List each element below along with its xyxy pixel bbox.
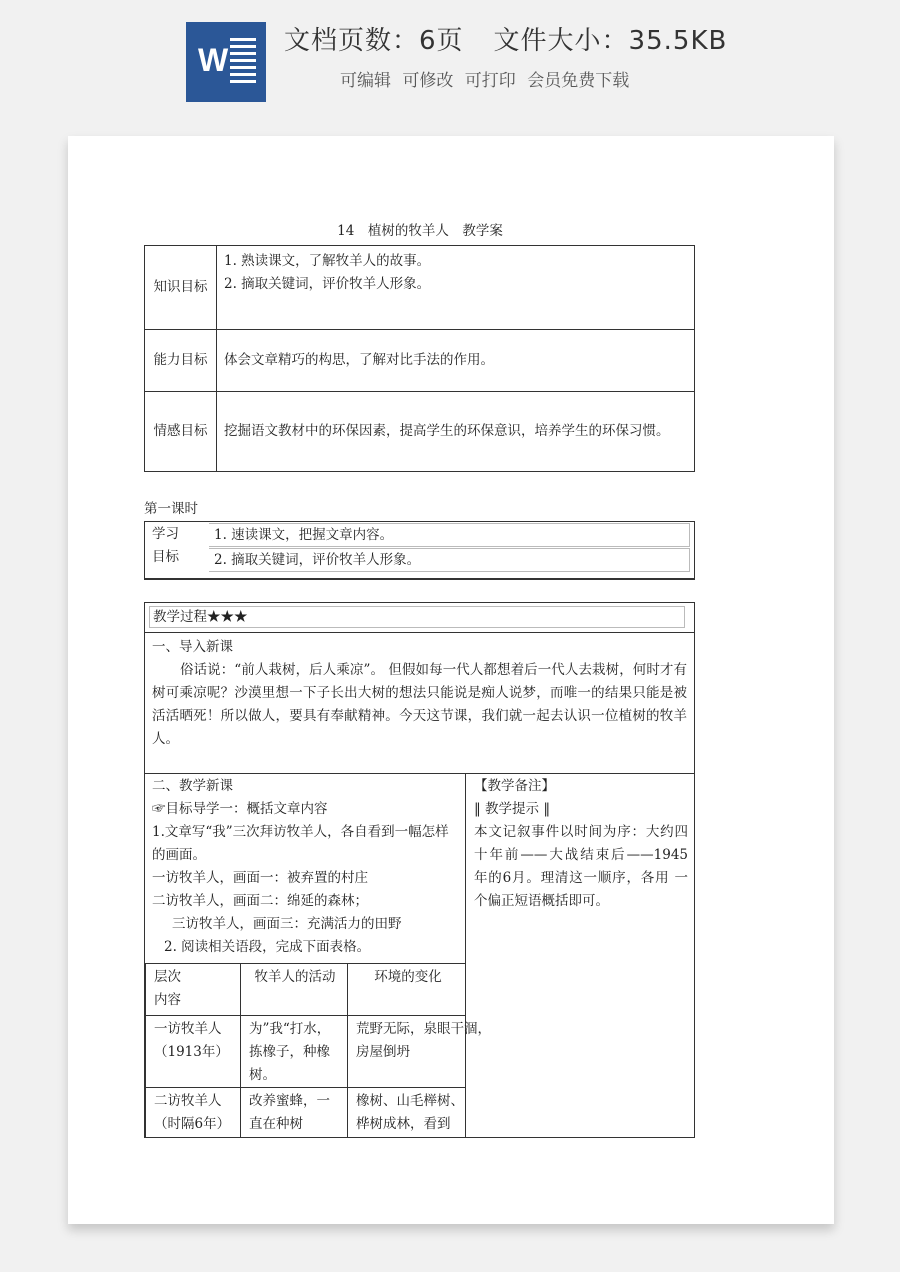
cell-text: 荒野无际，泉眼干涸， [356, 1021, 491, 1037]
table-row [145, 330, 695, 392]
table-cell [146, 1016, 241, 1088]
list-item: 2. 摘取关键词，评价牧羊人形象。 [209, 548, 690, 572]
objectives-table [144, 245, 695, 472]
word-icon-lines [230, 38, 256, 87]
word-document-icon [186, 22, 266, 102]
cell-text: （1913年） [154, 1044, 229, 1060]
notes-subtitle: ‖ 教学提示 ‖ [474, 801, 551, 817]
document-page [68, 136, 834, 1224]
feature-list: 可编辑 可修改 可打印 会员免费下载 [340, 71, 630, 91]
notes-title: 【教学备注】 [474, 778, 555, 794]
objective-label: 知识目标 [145, 246, 217, 330]
intro-title: 一、导入新课 [152, 639, 233, 655]
objective-label: 能力目标 [145, 330, 217, 392]
notes-text: 本文记叙事件以时间为序：大约四十年前——大战结束后——1945 年的6月。理清这一顺序，各用 一个偏正短语概括即可。 [474, 824, 688, 909]
list-item: 1. 速读课文，把握文章内容。 [209, 523, 690, 547]
process-heading: 教学过程★★★ [149, 606, 685, 628]
teaching-notes [466, 774, 694, 1137]
visit-two: 二访牧羊人，画面二：绵延的森林； [152, 893, 368, 909]
objective-value: 挖掘语文教材中的环保因素，提高学生的环保意识，培养学生的环保习惯。 [217, 392, 695, 472]
cell-text: 一访牧羊人 [154, 1021, 222, 1037]
new-lesson-text [145, 774, 465, 959]
teaching-process [144, 602, 695, 1138]
question-one: 1.文章写“我”三次拜访牧羊人，各自看到一幅怎样的画面。 [152, 824, 449, 863]
header-text: 层次 [154, 969, 181, 985]
table-row [146, 1088, 467, 1137]
visit-three: 三访牧羊人，画面三：充满活力的田野 [172, 916, 402, 932]
table-cell [146, 1088, 241, 1137]
study-label-line: 目标 [152, 549, 179, 565]
table-row [145, 392, 695, 472]
lesson-label: 第一课时 [144, 501, 198, 517]
header-text: 内容 [154, 992, 181, 1008]
download-header [0, 0, 900, 120]
objective-line: 2. 摘取关键词，评价牧羊人形象。 [224, 276, 431, 292]
objective-line: 1. 熟读课文，了解牧羊人的故事。 [224, 253, 431, 269]
header-cell: 环境的变化 [348, 964, 467, 1016]
intro-text: 俗话说：“前人栽树，后人乘凉”。 但假如每一代人都想着后一代人去栽树，何时才有树可乘凉呢？沙漠里想一下子长出大树的想法只能说是痴人说梦，而唯一的结果只能是被活活晒死！所以做人，要具有奉献精神。今天这节课，我们就一起去认识一位植树的牧羊人。 [152, 662, 687, 747]
study-goals-label [147, 523, 208, 569]
table-cell: 为”我“打水，拣橡子，种橡树。 [241, 1016, 348, 1088]
word-icon-letter: W [198, 42, 229, 78]
file-size: 文件大小：35.5KB [493, 26, 728, 56]
cell-text: 橡树、山毛榉树、 [356, 1093, 464, 1109]
goal-heading: ☞目标导学一：概括文章内容 [152, 801, 328, 817]
table-row [146, 964, 467, 1016]
objective-label: 情感目标 [145, 392, 217, 472]
visit-one: 一访牧羊人，画面一：被弃置的村庄 [152, 870, 368, 886]
page-count: 文档页数：6页 [284, 26, 464, 56]
new-lesson-section [145, 774, 694, 1137]
objective-value [217, 246, 695, 330]
cell-text: 房屋倒坍 [356, 1044, 410, 1060]
question-two: 2. 阅读相关语段，完成下面表格。 [164, 939, 371, 955]
document-body [144, 220, 696, 1138]
new-lesson-main [145, 774, 491, 1137]
table-row [146, 1016, 467, 1088]
intro-section [145, 633, 694, 774]
table-cell [348, 1016, 491, 1088]
header-cell [146, 964, 241, 1016]
study-goals-list [209, 523, 690, 573]
objective-value: 体会文章精巧的构思，了解对比手法的作用。 [217, 330, 695, 392]
section-title: 二、教学新课 [152, 778, 233, 794]
header-cell: 牧羊人的活动 [241, 964, 348, 1016]
process-heading-row [145, 603, 694, 633]
cell-text: （时隔6年） [154, 1116, 231, 1132]
cell-text: 二访牧羊人 [154, 1093, 222, 1109]
cell-text: 桦树成林，看到 [356, 1116, 451, 1132]
file-info [284, 20, 727, 57]
visits-table [145, 963, 491, 1137]
table-cell: 改养蜜蜂，一直在种树 [241, 1088, 348, 1137]
study-label-line: 学习 [152, 526, 179, 542]
document-title: 14 植树的牧羊人 教学案 [337, 223, 503, 239]
table-cell [348, 1088, 467, 1137]
table-row [145, 246, 695, 330]
study-goals-box [144, 521, 695, 580]
